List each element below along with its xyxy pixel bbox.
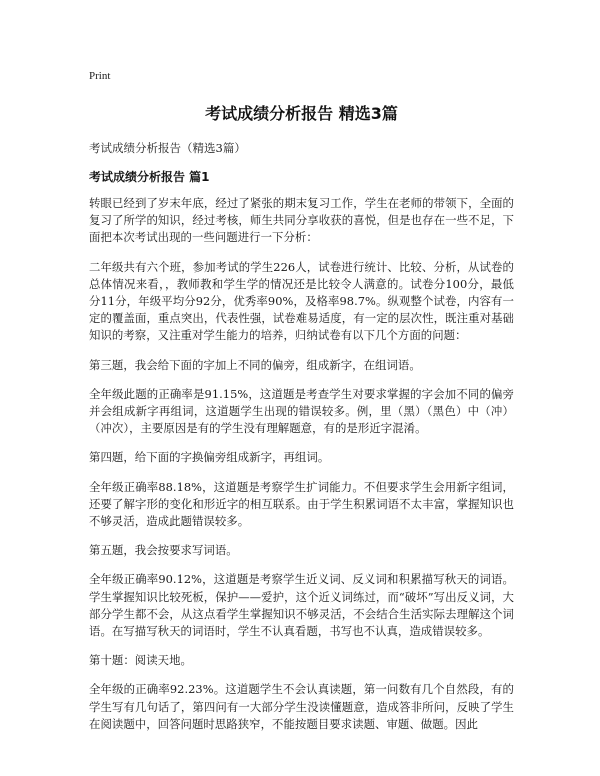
paragraph-question-3: 第三题，我会给下面的字加上不同的偏旁，组成新字，在组词语。 bbox=[89, 357, 421, 372]
section-heading: 考试成绩分析报告 篇1 bbox=[89, 170, 210, 184]
paragraph-question-10: 第十题：阅读天地。 bbox=[89, 653, 192, 668]
paragraph-question-10-analysis: 全年级的正确率92.23%。这道题学生不会认真读题，第一问数有几个自然段，有的学生写有几句话了，第四问有一大部分学生没读懂题意，造成答非所问，反映了学生在阅读题中，回答问题时思路狭窄，不能按题目要求读题、审题、做题。因此 bbox=[89, 682, 514, 731]
document-body bbox=[89, 195, 514, 733]
paragraph-question-5: 第五题，我会按要求写词语。 bbox=[89, 543, 238, 558]
paragraph-question-4: 第四题，给下面的字换偏旁组成新字，再组词。 bbox=[89, 450, 330, 465]
document-subtitle: 考试成绩分析报告（精选3篇） bbox=[89, 141, 246, 155]
paragraph-question-4-analysis: 全年级正确率88.18%，这道题是考察学生扩词能力。不但要求学生会用新字组词，还要了解字形的变化和形近字的相互联系。由于学生积累词语不太丰富，掌握知识也不够灵活，造成此题错误较多。 bbox=[89, 479, 514, 529]
document-title: 考试成绩分析报告 精选3篇 bbox=[205, 104, 398, 123]
paragraph-intro: 转眼已经到了岁末年底，经过了紧张的期末复习工作，学生在老师的带领下，全面的复习了所学的知识，经过考核，师生共同分享收获的喜悦，但是也存在一些不足，下面把本次考试出现的一些问题进行一下分析： bbox=[89, 196, 514, 245]
paragraph-question-5-analysis: 全年级正确率90.12%，这道题是考察学生近义词、反义词和积累描写秋天的词语。学生掌握知识比较死板，保护——爱护，这个近义词练过，而“破坏”写出反义词，大部分学生都不会，从这点看学生掌握知识不够灵活，不会结合生活实际去理解这个词语。在写描写秋天的词语时，学生不认真看题，书写也不认真，造成错误较多。 bbox=[89, 572, 514, 639]
paragraph-overview: 二年级共有六个班，参加考试的学生226人，试卷进行统计、比较、分析，从试卷的总体情况来看，，教师教和学生学的情况还是比较令人满意的。试卷分100分，最低分11分，年级平均分92分，优秀率90%，及格率98.7%。纵观整个试卷，内容有一定的覆盖面，重点突出，代表性强，试卷难易适度，有一定的层次性，既注重对基础知识的考察，又注重对学生能力的培养，归纳试卷有以下几个方面的问题： bbox=[89, 259, 514, 343]
paragraph-question-3-analysis: 全年级此题的正确率是91.15%，这道题是考查学生对要求掌握的字会加不同的偏旁并会组成新字再组词，这道题学生出现的错误较多。例，里（黑）（黑色）中（冲）（冲次），主要原因是有的学生没有理解题意，有的是形近字混淆。 bbox=[89, 386, 514, 436]
print-label: Print bbox=[89, 70, 111, 82]
